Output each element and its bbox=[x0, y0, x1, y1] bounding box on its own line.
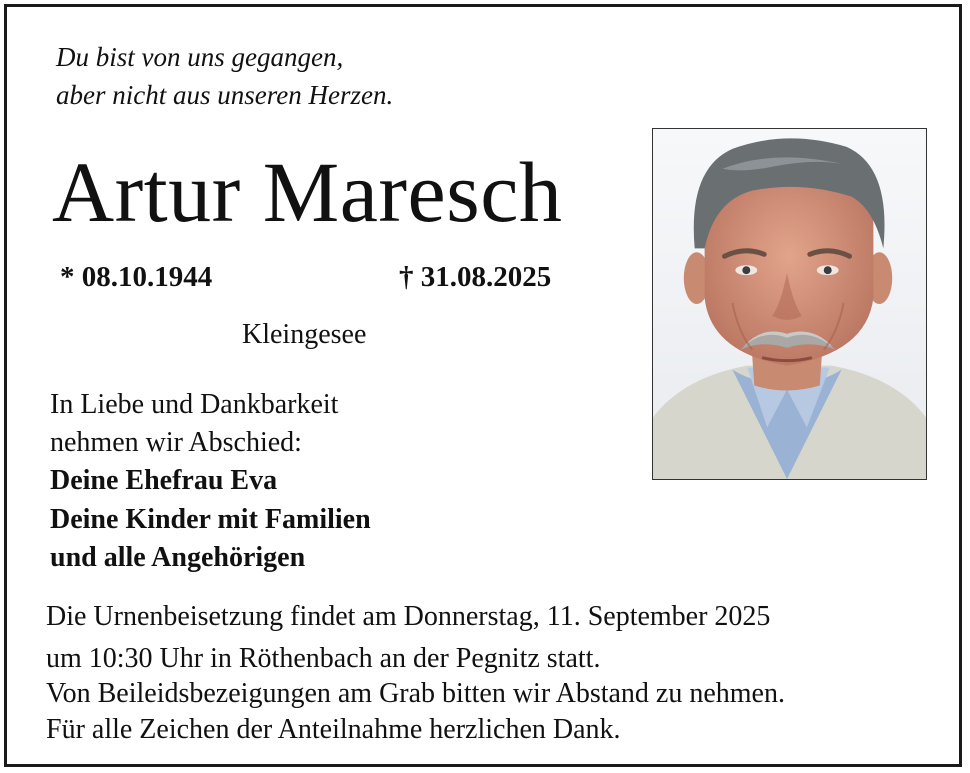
mourners-intro-1: In Liebe und Dankbarkeit bbox=[50, 389, 339, 420]
notice-line-2: um 10:30 Uhr in Röthenbach an der Pegnitz statt. bbox=[46, 643, 601, 674]
mourners-intro-2: nehmen wir Abschied: bbox=[50, 427, 302, 458]
deceased-name: Artur Maresch bbox=[52, 144, 563, 240]
mourner-relatives: und alle Angehörigen bbox=[50, 542, 306, 573]
notice-line-3: Von Beileidsbezeigungen am Grab bitten wir Abstand zu nehmen. bbox=[46, 678, 785, 709]
death-date: † 31.08.2025 bbox=[399, 261, 552, 293]
notice-line-4: Für alle Zeichen der Anteilnahme herzlichen Dank. bbox=[46, 714, 621, 745]
portrait-photo-icon bbox=[653, 129, 926, 479]
mourner-wife: Deine Ehefrau Eva bbox=[50, 465, 278, 496]
portrait-photo bbox=[652, 128, 927, 480]
quote-line-2: aber nicht aus unseren Herzen. bbox=[56, 80, 394, 110]
mourner-children: Deine Kinder mit Familien bbox=[50, 504, 371, 535]
notice-line-1: Die Urnenbeisetzung findet am Donnerstag, 11. September 2025 bbox=[46, 601, 771, 632]
birth-date: * 08.10.1944 bbox=[60, 261, 213, 293]
hometown: Kleingesee bbox=[242, 319, 367, 350]
quote-line-1: Du bist von uns gegangen, bbox=[56, 42, 344, 72]
